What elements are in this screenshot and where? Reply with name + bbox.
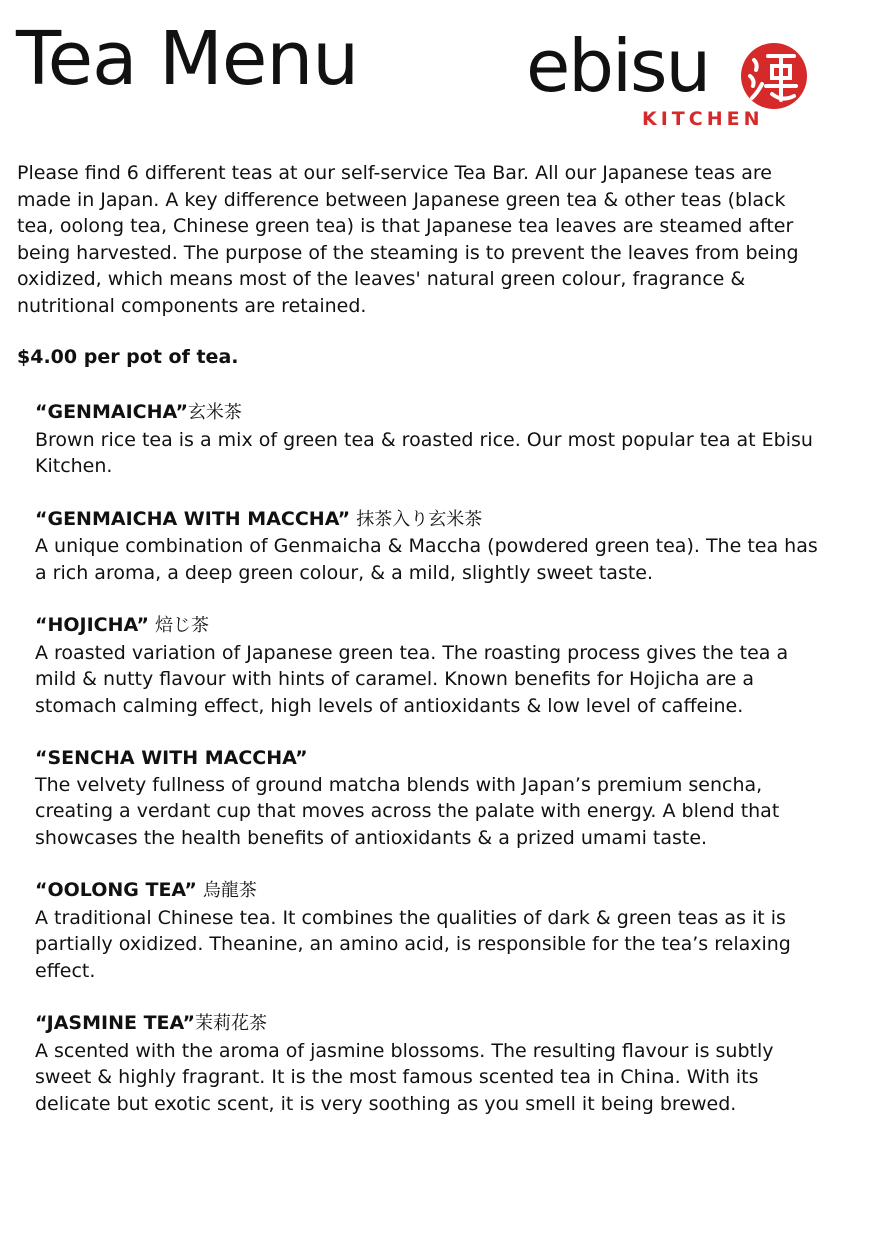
tea-item-genmaicha-with-maccha [35,506,835,587]
tea-name: “JASMINE TEA” [35,1012,195,1034]
tea-description: A roasted variation of Japanese green tea. The roasting process gives the tea a mild & nutty flavour with hints of caramel. Known benefits for Hojicha are a stomach calming effect, high levels of antioxidants & low level of caffeine. [35,641,789,717]
tea-description: A traditional Chinese tea. It combines the qualities of dark & green teas as it is partially oxidized. Theanine, an amino acid, is responsible for the tea’s relaxing effect. [35,906,791,982]
red-kanji-seal-icon [732,40,816,112]
price-line: $4.00 per pot of tea. [17,346,239,368]
tea-heading [35,1010,835,1038]
tea-item-oolong-tea [35,877,835,984]
tea-item-jasmine-tea [35,1010,835,1117]
tea-item-genmaicha [35,399,835,480]
tea-japanese-name: 抹茶入り玄米茶 [356,508,483,530]
logo-kitchen-text: KITCHEN [642,108,764,130]
tea-japanese-name: 烏龍茶 [202,880,257,901]
tea-japanese-name: 茉莉花茶 [194,1013,267,1034]
logo-word: ebisu [526,24,710,108]
tea-heading [35,399,835,427]
tea-japanese-name: 焙じ茶 [155,615,210,636]
tea-name: “GENMAICHA” [35,401,188,423]
tea-japanese-name: 玄米茶 [187,402,242,423]
tea-description: A unique combination of Genmaicha & Maccha (powdered green tea). The tea has a rich aroma, a deep green colour, & a mild, slightly sweet taste. [35,535,818,584]
tea-item-hojicha [35,612,835,719]
tea-name: “GENMAICHA WITH MACCHA” [35,507,351,530]
tea-list [35,399,835,1143]
tea-heading [35,745,835,772]
tea-name: “OOLONG TEA” [35,879,197,901]
intro-paragraph: Please find 6 different teas at our self-service Tea Bar. All our Japanese teas are made in Japan. A key difference between Japanese green tea & other teas (black tea, oolong tea, Chinese green tea) is that Japanese tea leaves are steamed after being harvested. The purpose of the steaming is to prevent the leaves from being oxidized, which means most of the leaves' natural green colour, fragrance & nutritional components are retained. [17,162,799,317]
page-title: Tea Menu [16,16,359,102]
tea-heading [35,506,835,534]
tea-name: “SENCHA WITH MACCHA” [35,747,308,769]
tea-description: The velvety fullness of ground matcha blends with Japan’s premium sencha, creating a verdant cup that moves across the palate with energy. A blend that showcases the health benefits of antioxidants & a prized umami taste. [35,773,780,849]
tea-item-sencha-with-maccha [35,745,835,851]
tea-description: Brown rice tea is a mix of green tea & roasted rice. Our most popular tea at Ebisu Kitchen. [35,428,813,477]
tea-name: “HOJICHA” [35,614,149,636]
tea-heading [35,877,835,905]
ebisu-kitchen-logo [526,24,826,133]
tea-description: A scented with the aroma of jasmine blossoms. The resulting flavour is subtly sweet & highly fragrant. It is the most famous scented tea in China. With its delicate but exotic scent, it is very soothing as you smell it being brewed. [35,1039,774,1115]
tea-heading [35,612,835,640]
